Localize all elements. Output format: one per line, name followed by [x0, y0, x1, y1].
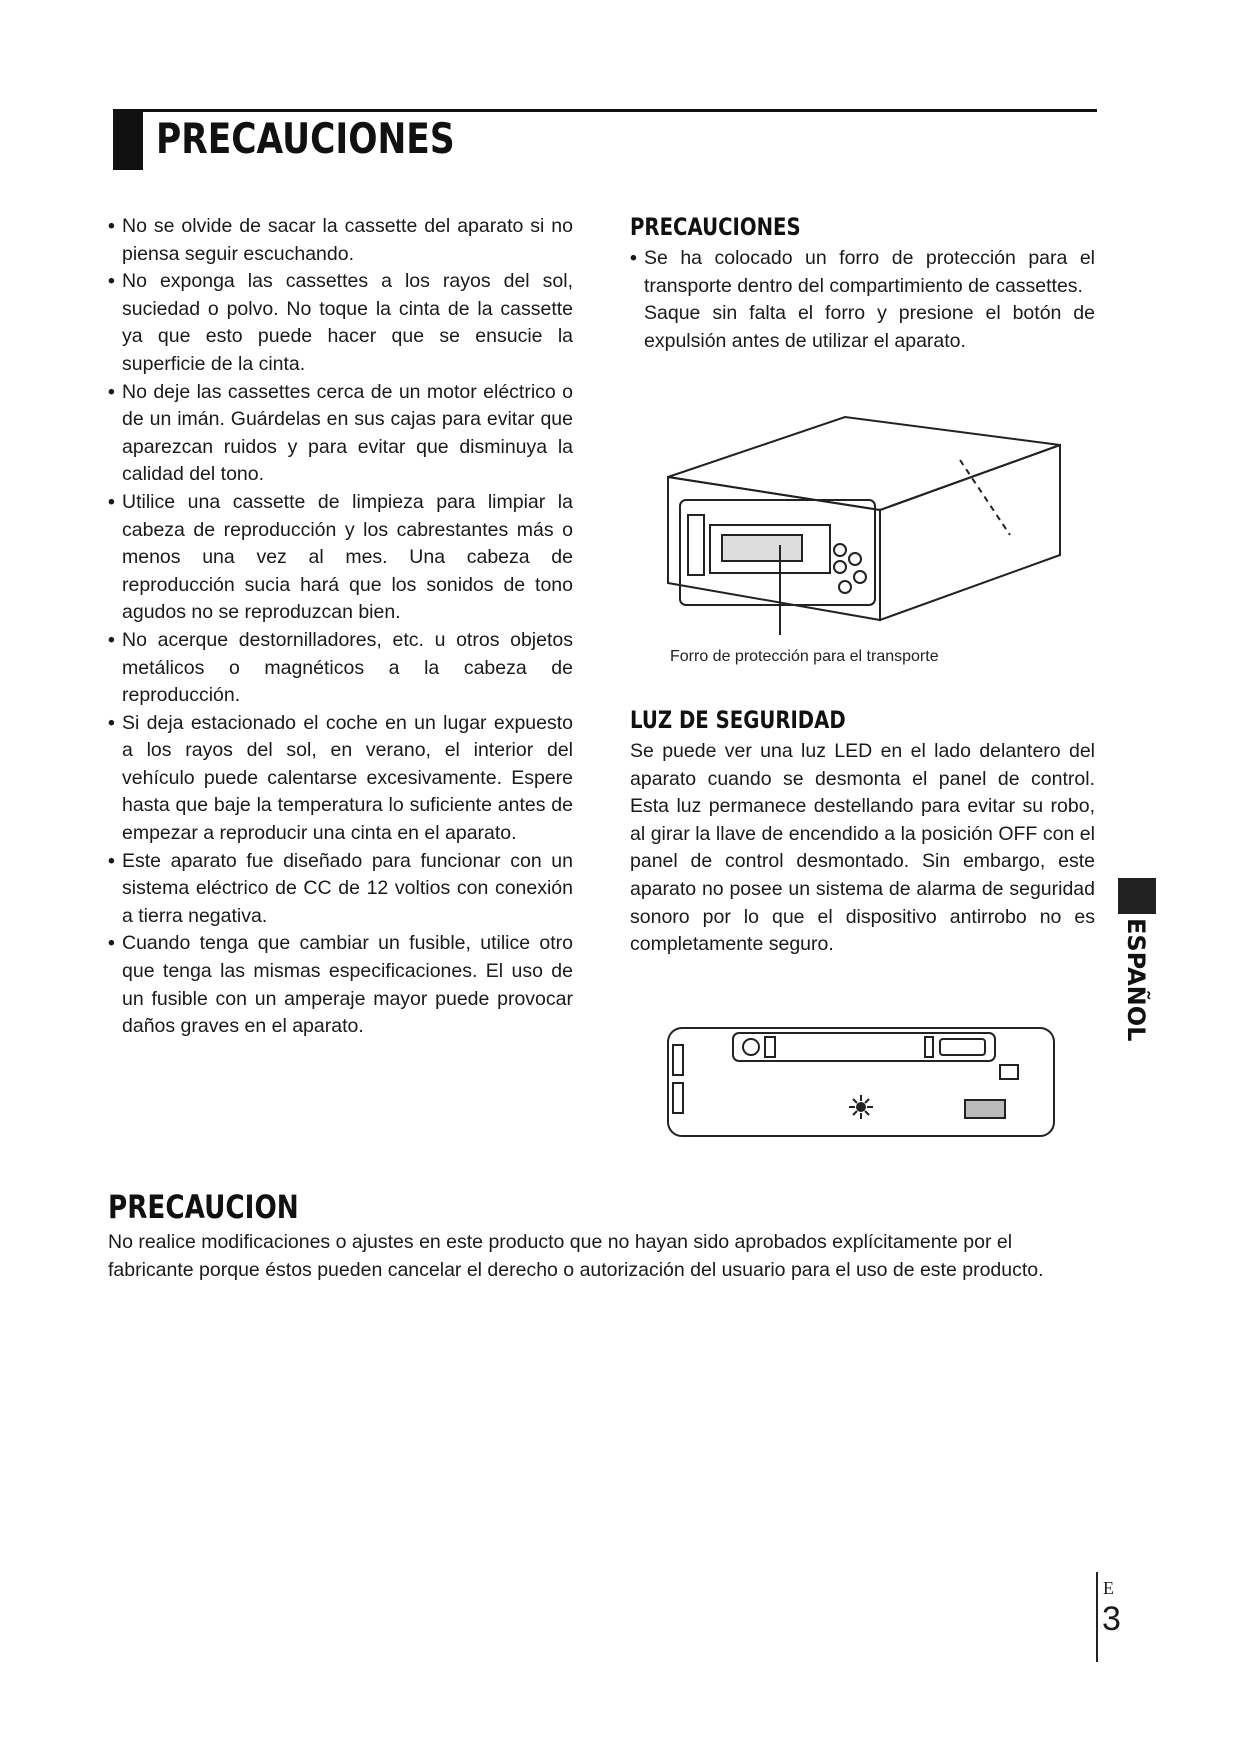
cassette-unit-illustration [660, 405, 1070, 645]
caution-text: No realice modificaciones o ajustes en este producto que no hayan sido aprobados explícitamente por el fabricante porque éstos pueden cancelar el derecho o autorización del usuario para el uso de este producto. [108, 1231, 1044, 1281]
page-number-rule [1096, 1572, 1098, 1662]
right-column [630, 213, 1095, 355]
list-item: • Se ha colocado un forro de protección para el transporte dentro del compartimiento de cassettes. [630, 245, 1095, 300]
left-column [108, 213, 573, 1041]
list-item: • Si deja estacionado el coche en un lugar expuesto a los rayos del sol, en verano, el interior del vehículo puede calentarse excesivamente. Espere hasta que baje la temperatura lo suficiente antes de empezar a reproducir una cinta en el aparato. [108, 710, 573, 848]
luz-heading: LUZ DE SEGURIDAD [630, 706, 846, 734]
page-section-letter: E [1103, 1578, 1114, 1598]
list-item: • No deje las cassettes cerca de un motor eléctrico o de un imán. Guárdelas en sus cajas para evitar que aparezcan ruidos y para evitar que disminuya la calidad del tono. [108, 379, 573, 489]
caution-section [108, 1188, 341, 1226]
list-item: • No se olvide de sacar la cassette del aparato si no piensa seguir escuchando. [108, 213, 573, 268]
list-item: • No acerque destornilladores, etc. u otros objetos metálicos o magnéticos a la cabeza de reproducción. [108, 627, 573, 710]
figure-caption: Forro de protección para el transporte [670, 648, 939, 665]
luz-text: Se puede ver una luz LED en el lado delantero del aparato cuando se desmonta el panel de control. Esta luz permanece destellando para evitar su robo, al girar la llave de encendido a la posición OFF con el panel de control desmontado. Sin embargo, este aparato no posee un sistema de alarma de seguridad sonoro por lo que el dispositivo antirrobo no es completamente seguro. [630, 740, 1095, 956]
list-item: • Este aparato fue diseñado para funcionar con un sistema eléctrico de CC de 12 voltios con conexión a tierra negativa. [108, 848, 573, 931]
transport-note-followup: Saque sin falta el forro y presione el botón de expulsión antes de utilizar el aparato. [644, 302, 1095, 352]
front-panel-illustration [665, 1025, 1060, 1140]
header-rule [113, 109, 1097, 112]
transport-note-list [630, 245, 1095, 300]
language-tab-marker [1118, 878, 1156, 914]
caution-heading: PRECAUCION [108, 1188, 299, 1226]
precautions-list [108, 213, 573, 1041]
list-item: • No exponga las cassettes a los rayos del sol, suciedad o polvo. No toque la cinta de la cassette ya que esto puede hacer que se ensucie la superficie de la cinta. [108, 268, 573, 378]
list-item: • Cuando tenga que cambiar un fusible, utilice otro que tenga las mismas especificaciones. El uso de un fusible con un amperaje mayor puede provocar daños graves en el aparato. [108, 930, 573, 1040]
header-block-marker [113, 112, 143, 170]
precauciones-subheading: PRECAUCIONES [630, 213, 801, 241]
list-item: • Utilice una cassette de limpieza para limpiar la cabeza de reproducción y los cabrestantes más o menos una vez al mes. Una cabeza de reproducción sucia hará que los sonidos de tono agudos no se reproduzcan bien. [108, 489, 573, 627]
language-label: ESPAÑOL [1122, 918, 1150, 1042]
security-light-section [630, 706, 1095, 959]
page-title: PRECAUCIONES [156, 114, 455, 163]
page-number: 3 [1102, 1600, 1121, 1638]
